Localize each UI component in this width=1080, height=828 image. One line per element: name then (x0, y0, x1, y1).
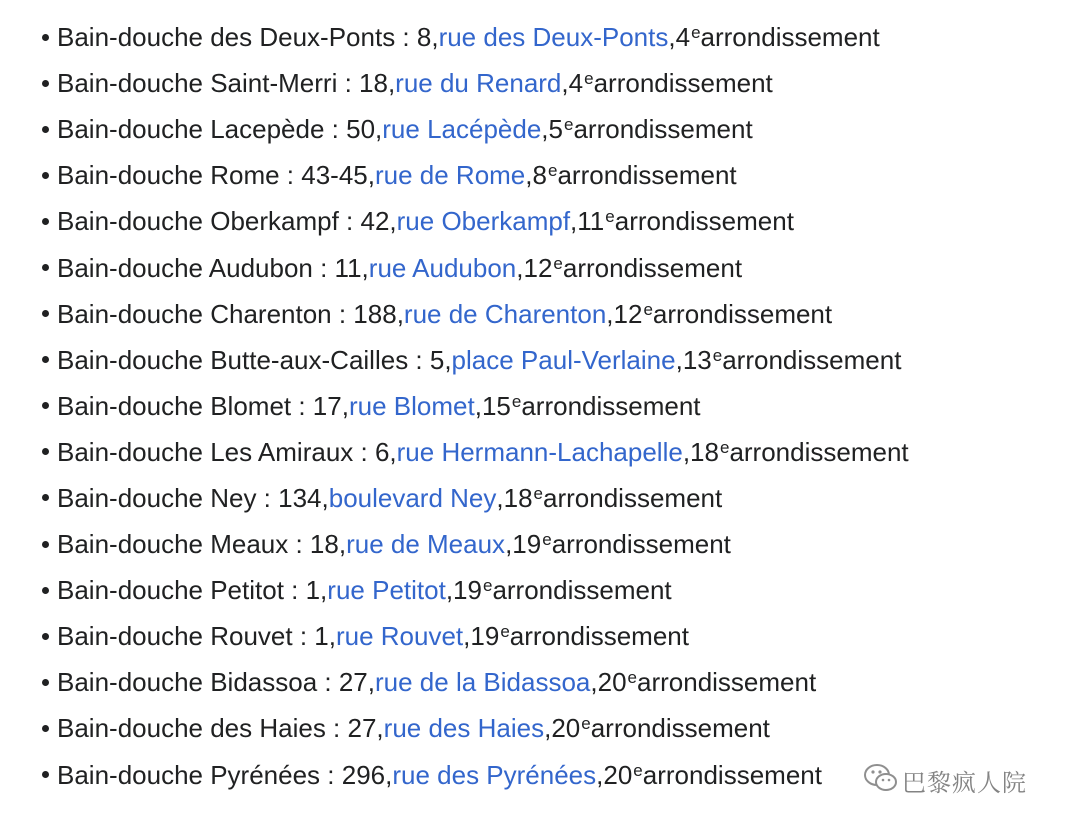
arrondissement-number: 18 (503, 482, 533, 513)
separator: , (445, 575, 454, 606)
street-link[interactable]: rue des Deux-Ponts (438, 22, 669, 53)
item-name: Bain-douche Charenton : 188, (57, 298, 404, 329)
bullet-icon (42, 402, 49, 409)
list-item: Bain-douche Charenton : 188, rue de Charenton , 12 $^e$ arrondissement (42, 291, 1072, 337)
bullet-icon (42, 448, 49, 455)
arrondissement-number: 13 (682, 344, 712, 375)
street-link[interactable]: rue de Rome (374, 160, 526, 191)
list-item: Bain-douche Saint-Merri : 18, rue du Renard , 4 $^e$ arrondissement (42, 60, 1072, 106)
street-link[interactable]: rue de Charenton (403, 298, 607, 329)
arrondissement-label: arrondissement (543, 482, 723, 513)
arrondissement-label: arrondissement (729, 436, 909, 467)
separator: , (675, 344, 683, 375)
arrondissement-number: 5 (548, 114, 563, 145)
list-item: Bain-douche des Deux-Ponts : 8, rue des Deux-Ponts , 4 $^e$ arrondissement (42, 14, 1072, 60)
separator: , (474, 390, 482, 421)
separator: , (668, 22, 676, 53)
list-item: Bain-douche Rome : 43-45, rue de Rome , 8 $^e$ arrondissement (42, 152, 1072, 198)
wechat-icon (862, 761, 900, 800)
street-link[interactable]: place Paul-Verlaine (451, 344, 676, 375)
list-item: Bain-douche Audubon : 11, rue Audubon , 12 $^e$ arrondissement (42, 244, 1072, 290)
arrondissement-number: 4 (675, 22, 691, 53)
list-item: Bain-douche Les Amiraux : 6, rue Hermann-Lachapelle , 18 $^e$ arrondissement (42, 429, 1072, 475)
list-item: Bain-douche Petitot : 1, rue Petitot , 19 $^e$ arrondissement (42, 567, 1072, 613)
street-link[interactable]: rue Audubon (368, 252, 517, 283)
bullet-icon (42, 494, 49, 501)
bullet-icon (42, 587, 49, 594)
item-name: Bain-douche Audubon : 11, (57, 252, 369, 283)
street-link[interactable]: rue Petitot (327, 575, 446, 606)
item-name: Bain-douche Rouvet : 1, (57, 621, 336, 652)
bain-douche-list (42, 14, 1072, 798)
list-item: Bain-douche Rouvet : 1, rue Rouvet , 19 $^e$ arrondissement (42, 613, 1072, 659)
bullet-icon (42, 679, 49, 686)
bullet-icon (42, 310, 49, 317)
separator: , (525, 160, 533, 191)
item-name: Bain-douche Butte-aux-Cailles : 5, (57, 344, 452, 375)
street-link[interactable]: rue Hermann-Lachapelle (396, 436, 683, 467)
list-item: Bain-douche Blomet : 17, rue Blomet , 15 $^e$ arrondissement (42, 383, 1072, 429)
arrondissement-number: 20 (597, 667, 627, 698)
list-item: Bain-douche Pyrénées : 296, rue des Pyrénées , 20 $^e$ arrondissement (42, 752, 1072, 798)
bullet-icon (42, 126, 49, 133)
street-link[interactable]: rue Oberkampf (396, 206, 571, 237)
arrondissement-label: arrondissement (593, 68, 773, 99)
bullet-icon (42, 633, 49, 640)
bullet-icon (42, 172, 49, 179)
arrondissement-label: arrondissement (642, 759, 822, 790)
separator: , (561, 68, 569, 99)
item-name: Bain-douche Bidassoa : 27, (57, 667, 375, 698)
item-name: Bain-douche Saint-Merri : 18, (57, 68, 396, 99)
item-name: Bain-douche des Deux-Ponts : 8, (57, 22, 439, 53)
item-name: Bain-douche Ney : 134, (57, 482, 329, 513)
arrondissement-label: arrondissement (614, 206, 794, 237)
item-name: Bain-douche Lacepède : 50, (57, 114, 383, 145)
street-link[interactable]: rue Blomet (348, 390, 475, 421)
item-name: Bain-douche Meaux : 18, (57, 529, 347, 560)
separator: , (570, 206, 578, 237)
arrondissement-number: 11 (577, 206, 605, 237)
arrondissement-number: 15 (481, 390, 511, 421)
arrondissement-label: arrondissement (521, 390, 701, 421)
arrondissement-number: 8 (532, 160, 547, 191)
arrondissement-label: arrondissement (509, 621, 689, 652)
bullet-icon (42, 541, 49, 548)
arrondissement-number: 18 (690, 436, 719, 467)
arrondissement-label: arrondissement (590, 713, 770, 744)
arrondissement-number: 20 (603, 759, 633, 790)
separator: , (606, 298, 614, 329)
list-item: Bain-douche Bidassoa : 27, rue de la Bidassoa , 20 $^e$ arrondissement (42, 659, 1072, 705)
wechat-watermark (862, 760, 1027, 800)
watermark-text: 巴黎疯人院 (902, 768, 1027, 797)
arrondissement-label: arrondissement (557, 160, 737, 191)
separator: , (596, 759, 604, 790)
arrondissement-label: arrondissement (573, 114, 753, 145)
arrondissement-label: arrondissement (562, 252, 743, 283)
separator: , (496, 482, 504, 513)
arrondissement-number: 12 (523, 252, 553, 283)
arrondissement-label: arrondissement (700, 22, 880, 53)
arrondissement-number: 4 (568, 68, 584, 99)
arrondissement-number: 19 (512, 529, 542, 560)
list-item: Bain-douche Meaux : 18, rue de Meaux , 19 $^e$ arrondissement (42, 521, 1072, 567)
separator: , (505, 529, 513, 560)
arrondissement-label: arrondissement (652, 298, 833, 329)
bullet-icon (42, 264, 49, 271)
arrondissement-label: arrondissement (637, 667, 817, 698)
item-name: Bain-douche Rome : 43-45, (57, 160, 375, 191)
separator: , (463, 621, 471, 652)
street-link[interactable]: rue des Pyrénées (392, 759, 597, 790)
separator: , (516, 252, 524, 283)
bullet-icon (42, 356, 49, 363)
arrondissement-label: arrondissement (492, 575, 672, 606)
list-item: Bain-douche Lacepède : 50, rue Lacépède , 5 $^e$ arrondissement (42, 106, 1072, 152)
arrondissement-number: 20 (551, 713, 581, 744)
arrondissement-number: 19 (453, 575, 482, 606)
street-link[interactable]: rue de Meaux (346, 529, 506, 560)
arrondissement-number: 12 (613, 298, 643, 329)
separator: , (541, 114, 549, 145)
list-item: Bain-douche Oberkampf : 42, rue Oberkampf , 11 $^e$ arrondissement (42, 198, 1072, 244)
street-link[interactable]: rue du Renard (395, 68, 562, 99)
item-name: Bain-douche Blomet : 17, (57, 390, 349, 421)
street-link[interactable]: rue des Haies (383, 713, 545, 744)
arrondissement-number: 19 (470, 621, 500, 652)
street-link[interactable]: rue de la Bidassoa (375, 667, 591, 698)
bullet-icon (42, 80, 49, 87)
bullet-icon (42, 725, 49, 732)
item-name: Bain-douche Pyrénées : 296, (57, 759, 393, 790)
item-name: Bain-douche Petitot : 1, (57, 575, 328, 606)
arrondissement-label: arrondissement (551, 529, 731, 560)
separator: , (682, 436, 691, 467)
street-link[interactable]: rue Rouvet (335, 621, 464, 652)
list-item: Bain-douche des Haies : 27, rue des Haies , 20 $^e$ arrondissement (42, 705, 1072, 751)
bullet-icon (42, 34, 49, 41)
street-link[interactable]: rue Lacépède (382, 114, 542, 145)
separator: , (544, 713, 552, 744)
street-link[interactable]: boulevard Ney (328, 482, 497, 513)
item-name: Bain-douche Oberkampf : 42, (57, 206, 397, 237)
bullet-icon (42, 218, 49, 225)
item-name: Bain-douche Les Amiraux : 6, (57, 436, 397, 467)
item-name: Bain-douche des Haies : 27, (57, 713, 384, 744)
separator: , (590, 667, 598, 698)
list-item: Bain-douche Ney : 134, boulevard Ney , 18 $^e$ arrondissement (42, 475, 1072, 521)
bullet-icon (42, 771, 49, 778)
arrondissement-label: arrondissement (722, 344, 902, 375)
list-item: Bain-douche Butte-aux-Cailles : 5, place Paul-Verlaine , 13 $^e$ arrondissement (42, 337, 1072, 383)
